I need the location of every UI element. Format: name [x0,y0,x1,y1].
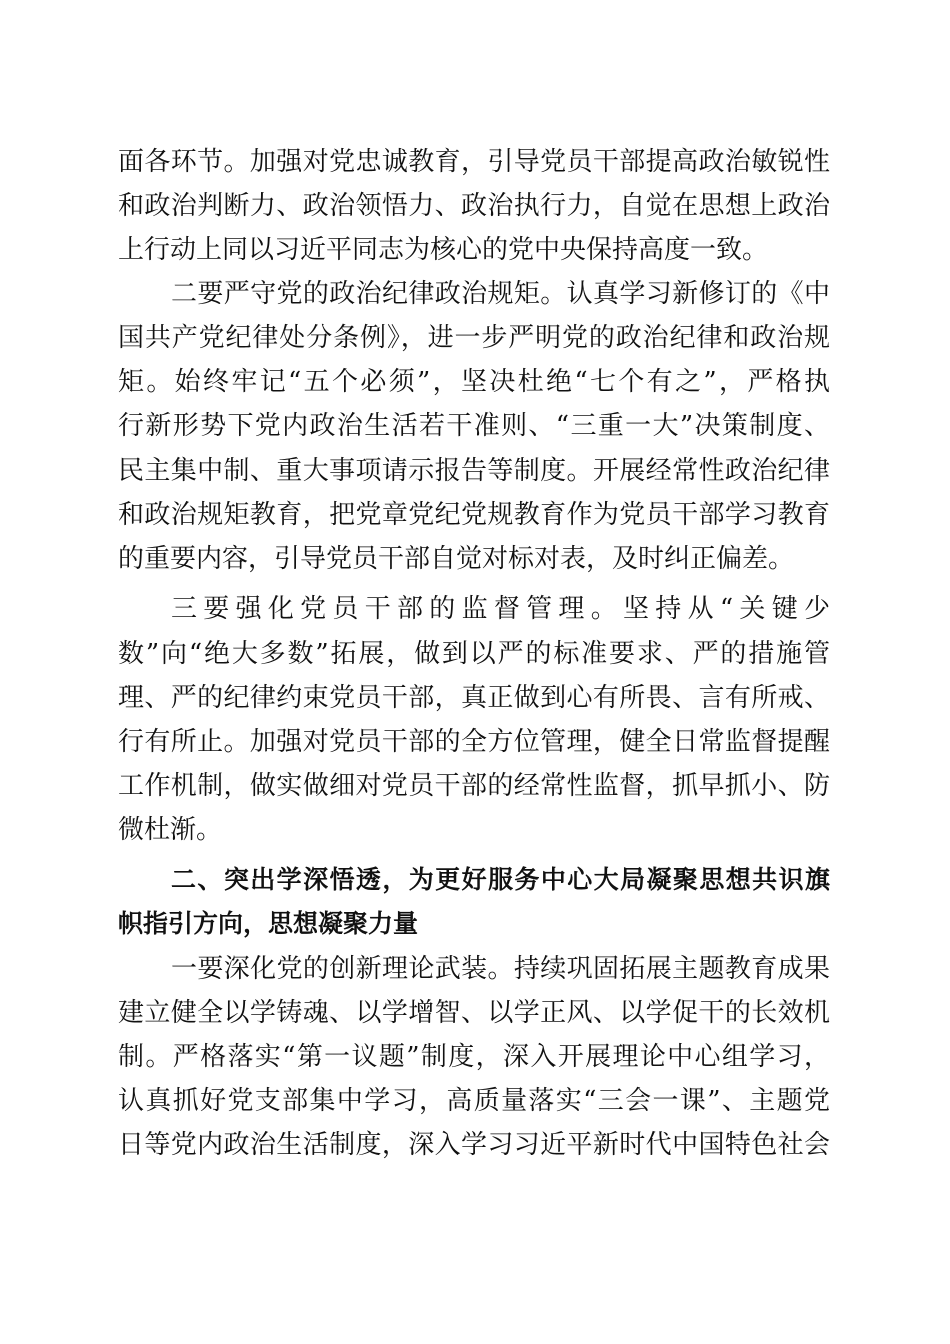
paragraph-start-line: 一要深化党的创新理论武装。持续巩固拓展主题教育成果 [171,954,830,984]
text-line: 认真抓好党支部集中学习，高质量落实“三会一课”、主题党 [118,1086,830,1116]
text-line: 民主集中制、重大事项请示报告等制度。开展经常性政治纪律 [118,456,830,486]
paragraph-start-line: 二要严守党的政治纪律政治规矩。认真学习新修订的《中 [171,279,830,309]
text-line: 数”向“绝大多数”拓展，做到以严的标准要求、严的措施管 [118,639,830,669]
text-line: 微杜渐。 [118,815,223,845]
text-line: 上行动上同以习近平同志为核心的党中央保持高度一致。 [118,235,769,265]
text-line: 建立健全以学铸魂、以学增智、以学正风、以学促干的长效机 [118,998,830,1028]
text-line: 行有所止。加强对党员干部的全方位管理，健全日常监督提醒 [118,727,830,757]
text-line: 和政治规矩教育，把党章党纪党规教育作为党员干部学习教育 [118,500,830,530]
text-line: 面各环节。加强对党忠诚教育，引导党员干部提高政治敏锐性 [118,147,830,177]
text-line: 制。严格落实“第一议题”制度，深入开展理论中心组学习， [118,1042,830,1072]
text-line: 矩。始终牢记“五个必须”，坚决杜绝“七个有之”，严格执 [118,367,830,397]
text-line: 的重要内容，引导党员干部自觉对标对表，及时纠正偏差。 [118,544,795,574]
section-heading-line: 帜指引方向，思想凝聚力量 [118,909,419,938]
text-line: 和政治判断力、政治领悟力、政治执行力，自觉在思想上政治 [118,191,830,221]
text-line: 行新形势下党内政治生活若干准则、“三重一大”决策制度、 [118,411,830,441]
text-line: 工作机制，做实做细对党员干部的经常性监督，抓早抓小、防 [118,771,830,801]
text-line: 理、严的纪律约束党员干部，真正做到心有所畏、言有所戒、 [118,683,830,713]
text-line: 国共产党纪律处分条例》，进一步严明党的政治纪律和政治规 [118,323,830,353]
section-heading-line: 二、突出学深悟透，为更好服务中心大局凝聚思想共识旗 [171,865,830,894]
paragraph-start-line: 三要强化党员干部的监督管理。坚持从“关键少 [171,594,830,624]
text-line: 日等党内政治生活制度，深入学习习近平新时代中国特色社会 [118,1130,830,1160]
